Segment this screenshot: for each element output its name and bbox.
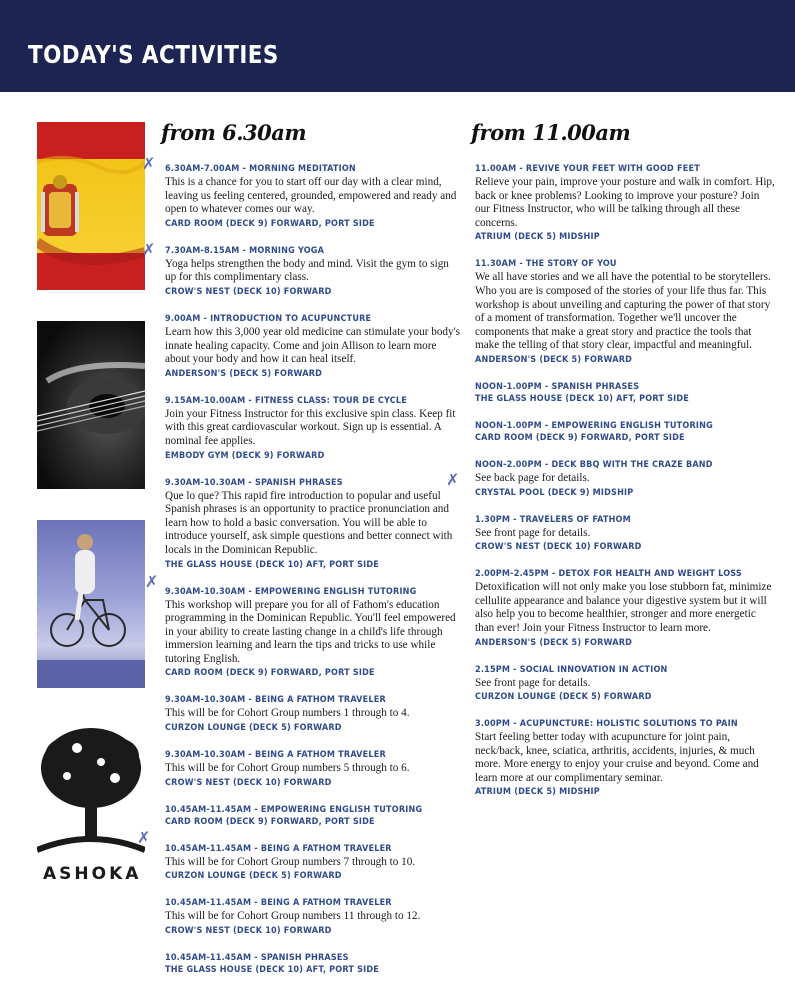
activity-item (161, 245, 461, 298)
activity-title: 11.00AM - REVIVE YOUR FEET WITH GOOD FEET (475, 164, 700, 174)
activity-title: NOON-2.00PM - DECK BBQ WITH THE CRAZE BAND (475, 459, 713, 470)
activity-item (161, 477, 461, 571)
activity-title: NOON-1.00PM - EMPOWERING ENGLISH TUTORING (475, 420, 713, 431)
activity-item (471, 163, 776, 243)
activity-title: 3.00PM - ACUPUNCTURE: HOLISTIC SOLUTIONS TO PAIN (475, 719, 738, 730)
activity-location: CROW'S NEST (DECK 10) FORWARD (165, 925, 332, 936)
guitar-image (37, 321, 145, 489)
activity-description: Que lo que? This rapid fire introduction to popular and useful Spanish phrases is an opportunity to practice pronunciation and learn how to hold a basic conversation. You will be able to introduce yourself, ask simple questions and better connect with locals in the Dominican Republic. (165, 489, 453, 556)
activity-title: 2.00PM-2.45PM - DETOX FOR HEALTH AND WEIGHT LOSS (475, 569, 742, 580)
activity-location: ATRIUM (DECK 5) MIDSHIP (475, 232, 600, 243)
activity-title: 6.30AM-7.00AM - MORNING MEDITATION (165, 164, 356, 174)
activity-item (471, 718, 776, 798)
activity-location: ANDERSON'S (DECK 5) FORWARD (165, 368, 323, 379)
activity-location: CURZON LOUNGE (DECK 5) FORWARD (165, 723, 342, 734)
activity-title: 10.45AM-11.45AM - BEING A FATHOM TRAVELER (165, 898, 392, 909)
handwritten-checkmark: ✗ (137, 828, 151, 847)
activity-description: This will be for Cohort Group numbers 7 through to 10. (165, 855, 416, 868)
activity-title: 9.30AM-10.30AM - SPANISH PHRASES (165, 477, 343, 488)
activity-location: ANDERSON'S (DECK 5) FORWARD (475, 637, 633, 648)
activity-title: 9.00AM - INTRODUCTION TO ACUPUNCTURE (165, 313, 372, 324)
activity-description: This workshop will prepare you for all of Fathom's education programming in the Dominican Republic. You'll feel empowered in your ability to create lasting change in a child's life through immersion learning and learn the tips and tricks to use while tutoring English. (165, 598, 456, 665)
activity-description: This will be for Cohort Group numbers 1 through to 4. (165, 707, 410, 720)
activity-item (161, 952, 461, 976)
activity-title: 11.30AM - THE STORY OF YOU (475, 259, 617, 270)
activity-description: This is a chance for you to start off our day with a clear mind, leaving us feeling centered, grounded, empowered and ready and open to whatever comes our way. (165, 176, 457, 216)
page-header (0, 0, 795, 92)
activity-location: THE GLASS HOUSE (DECK 10) AFT, PORT SIDE (165, 964, 380, 975)
page-title: TODAY'S ACTIVITIES (28, 40, 279, 69)
activity-item (161, 804, 461, 828)
activity-description: See front page for details. (475, 676, 591, 689)
activity-title: 9.30AM-10.30AM - EMPOWERING ENGLISH TUTORING (165, 586, 417, 597)
activity-item (161, 843, 461, 883)
activity-description: We all have stories and we all have the potential to be storytellers. Who you are is composed of the stories of your life thus far. This workshop is about unveiling and capturing the power of that story of a moment of transformation. Together we'll uncover the components that make a great story and practice the tools that make the telling of that story clear, impactful and meaningful. (475, 271, 771, 352)
handwritten-checkmark: ✗ (142, 240, 156, 259)
activity-location: EMBODY GYM (DECK 9) FORWARD (165, 450, 325, 461)
handwritten-checkmark: ✗ (145, 572, 159, 591)
activity-item (161, 897, 461, 937)
handwritten-checkmark: ✗ (142, 154, 156, 173)
activity-description: This will be for Cohort Group numbers 11 through to 12. (165, 910, 421, 923)
handwritten-checkmark: ✗ (446, 470, 460, 489)
left-column (161, 120, 461, 991)
activity-item (471, 568, 776, 648)
activity-location: CRYSTAL POOL (DECK 9) MIDSHIP (475, 487, 634, 498)
left-event-list (161, 163, 461, 976)
activity-description: Learn how this 3,000 year old medicine can stimulate your body's innate healing capacity. Come and join Allison to learn more about your body and how it can heal itself. (165, 325, 460, 366)
activity-item (471, 381, 776, 405)
activity-location: CURZON LOUNGE (DECK 5) FORWARD (165, 871, 342, 882)
activity-description: See front page for details. (475, 526, 591, 539)
activity-location: CURZON LOUNGE (DECK 5) FORWARD (475, 692, 652, 703)
activity-item (161, 163, 461, 230)
spanish-flag-image (37, 122, 145, 290)
activity-item (161, 694, 461, 734)
activity-item (471, 664, 776, 704)
activity-location: CROW'S NEST (DECK 10) FORWARD (475, 542, 642, 553)
activity-item (471, 420, 776, 444)
activity-location: ANDERSON'S (DECK 5) FORWARD (475, 354, 633, 365)
activity-description: Detoxification will not only make you lose stubborn fat, minimize cellulite appearance and balance your digestive system but it will also help you to become healthier, stronger and more energetic than ever! Join your Fitness Instructor to learn more. (475, 581, 772, 634)
activity-title: 10.45AM-11.45AM - EMPOWERING ENGLISH TUTORING (165, 804, 423, 815)
activity-item (161, 395, 461, 462)
activity-item (161, 586, 461, 680)
activity-title: 1.30PM - TRAVELERS OF FATHOM (475, 514, 631, 525)
left-column-heading: from 6.30am (161, 120, 307, 145)
activity-description: Join your Fitness Instructor for this exclusive spin class. Keep fit with this great cardiovascular workout. Sign up is essential. A nominal fee applies. (165, 407, 456, 447)
activity-title: 2.15PM - SOCIAL INNOVATION IN ACTION (475, 664, 668, 675)
activity-location: CROW'S NEST (DECK 10) FORWARD (165, 286, 332, 297)
activity-description: Relieve your pain, improve your posture and walk in comfort. Hip, back or knee problems? Looking to improve your posture? Join our Fitness Instructor, who will be talking through all these concerns. (475, 176, 775, 229)
activity-location: CARD ROOM (DECK 9) FORWARD, PORT SIDE (475, 432, 685, 443)
activity-item (471, 258, 776, 366)
cyclist-image (37, 520, 145, 688)
activity-description: Yoga helps strengthen the body and mind. Visit the gym to sign up for this complimentary class. (165, 257, 449, 284)
activity-location: CARD ROOM (DECK 9) FORWARD, PORT SIDE (165, 668, 375, 679)
activity-location: THE GLASS HOUSE (DECK 10) AFT, PORT SIDE (475, 393, 690, 404)
activity-title: 10.45AM-11.45AM - BEING A FATHOM TRAVELER (165, 843, 392, 854)
activity-item (471, 459, 776, 499)
ashoka-logo-text: ASHOKA (43, 864, 142, 884)
activity-title: 7.30AM-8.15AM - MORNING YOGA (165, 245, 325, 256)
activity-title: 9.15AM-10.00AM - FITNESS CLASS: TOUR DE CYCLE (165, 395, 407, 406)
activity-title: 9.30AM-10.30AM - BEING A FATHOM TRAVELER (165, 750, 386, 761)
activity-title: 9.30AM-10.30AM - BEING A FATHOM TRAVELER (165, 695, 386, 706)
activity-location: CARD ROOM (DECK 9) FORWARD, PORT SIDE (165, 218, 375, 229)
activity-title: NOON-1.00PM - SPANISH PHRASES (475, 381, 640, 392)
activity-description: Start feeling better today with acupuncture for joint pain, neck/back, knee, sciatica, arthritis, accidents, injuries, & much more. More energy to enjoy your cruise and beyond. Come and learn more at our complimentary seminar. (475, 731, 759, 784)
activity-location: ATRIUM (DECK 5) MIDSHIP (475, 787, 600, 798)
activity-description: This will be for Cohort Group numbers 5 through to 6. (165, 762, 410, 775)
right-column-heading: from 11.00am (471, 120, 631, 145)
right-column (471, 120, 776, 813)
activity-item (161, 749, 461, 789)
activity-location: CROW'S NEST (DECK 10) FORWARD (165, 777, 332, 788)
activity-item (471, 514, 776, 554)
right-event-list (471, 163, 776, 798)
activity-location: CARD ROOM (DECK 9) FORWARD, PORT SIDE (165, 816, 375, 827)
activity-description: See back page for details. (475, 471, 590, 484)
activity-title: 10.45AM-11.45AM - SPANISH PHRASES (165, 952, 349, 963)
activity-item (161, 313, 461, 380)
activity-location: THE GLASS HOUSE (DECK 10) AFT, PORT SIDE (165, 559, 380, 570)
